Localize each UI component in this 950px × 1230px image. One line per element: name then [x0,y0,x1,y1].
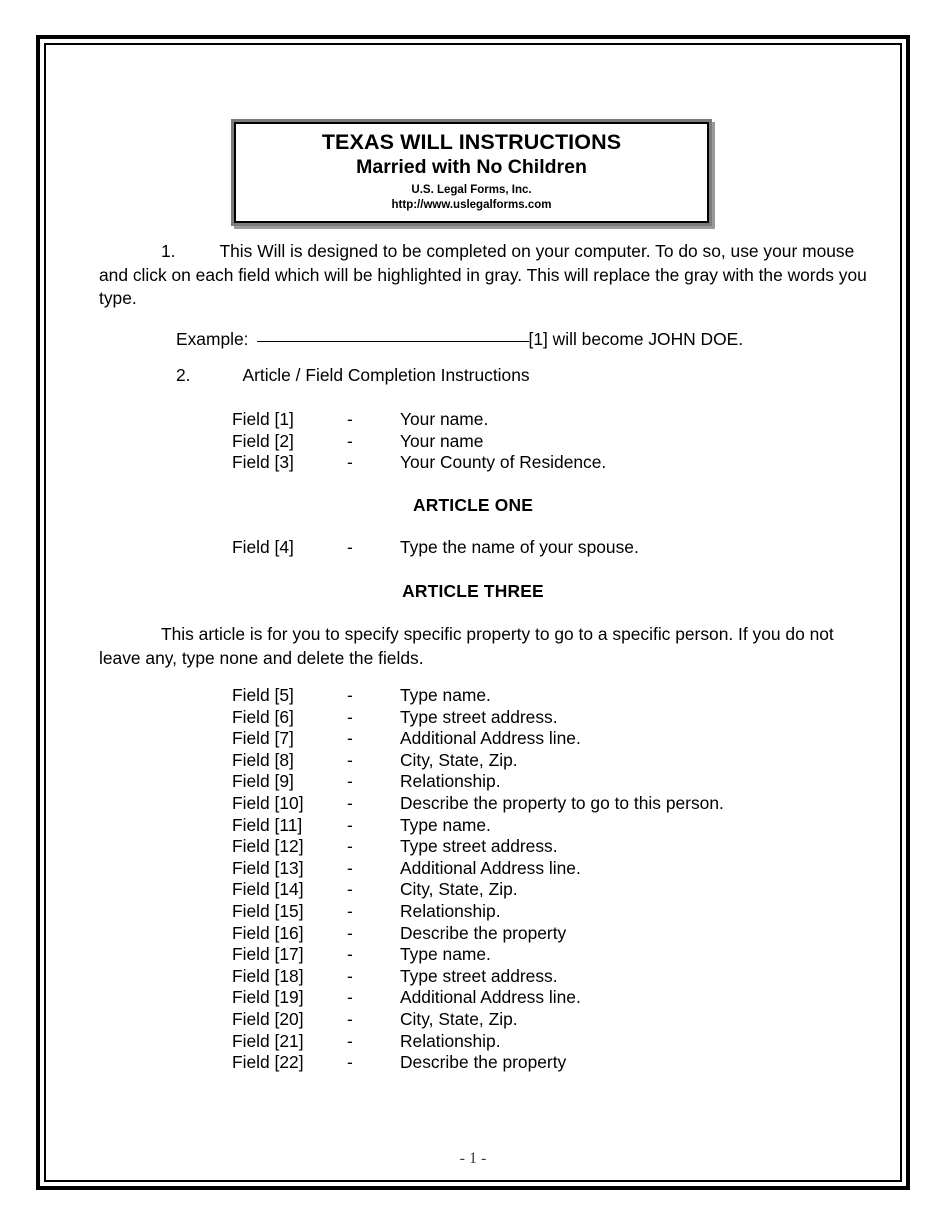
field-label: Field [6] [232,706,294,727]
field-dash: - [347,922,353,943]
article-three-heading: ARTICLE THREE [402,581,544,601]
instruction-paragraph-1 [99,240,869,311]
title-box-inner [234,122,709,223]
field-label: Field [2] [232,430,294,451]
field-description: Describe the property [400,922,567,943]
field-description: Additional Address line. [400,987,581,1008]
title-box-container [231,119,712,226]
table-row [232,815,724,837]
article-one-heading: ARTICLE ONE [412,495,534,515]
field-dash: - [347,857,353,878]
table-row [232,1052,724,1074]
example-line [176,328,743,352]
page-frame-inner-rule [44,43,902,1182]
example-label: Example: [176,329,249,349]
field-dash: - [347,792,353,813]
field-dash: - [347,749,353,770]
article-three-paragraph-text: This article is for you to specify specific property to go to a specific person. If you do not leave any, type none and delete the fields. [99,624,834,668]
field-description: Type street address. [400,836,558,857]
field-description: Type street address. [400,965,558,986]
field-dash: - [347,685,353,705]
article-three-paragraph [99,623,869,670]
page-frame [36,35,910,1190]
field-description: Describe the property [400,1052,567,1073]
field-row [232,409,606,431]
table-row [232,1009,724,1031]
field-label: Field [16] [232,922,304,943]
field-dash: - [347,537,353,557]
table-row [232,1031,724,1053]
field-row [232,452,606,474]
field-description: Relationship. [400,1030,501,1051]
title-box-outer [231,119,712,226]
table-row [232,836,724,858]
field-dash: - [347,900,353,921]
item-2-text: Article / Field Completion Instructions [242,365,530,385]
field-label: Field [12] [232,836,304,857]
field-label: Field [14] [232,879,304,900]
table-row [232,987,724,1009]
page-number-footer: - 1 - [459,1150,487,1167]
example-blank-rule [257,341,529,342]
field-label: Field [11] [232,814,303,835]
field-list-article-one [232,537,639,559]
table-row [232,707,724,729]
example-suffix: [1] will become JOHN DOE. [528,329,744,349]
field-dash: - [347,430,353,451]
table-row [232,923,724,945]
field-dash: - [347,1052,353,1073]
field-description: Type name. [400,814,491,835]
paragraph-1-number: 1. [161,241,176,261]
field-description: Describe the property to go to this person. [400,792,724,813]
document-content [46,45,900,1180]
field-description: Type street address. [400,706,558,727]
table-row [232,685,724,707]
publisher-name: U.S. Legal Forms, Inc. [411,183,532,196]
field-description: Additional Address line. [400,728,581,749]
table-row [232,901,724,923]
field-description: Relationship. [400,900,501,921]
field-description: City, State, Zip. [400,1008,518,1029]
field-label: Field [1] [232,409,294,429]
field-label: Field [3] [232,452,294,473]
field-label: Field [9] [232,771,294,792]
field-label: Field [13] [232,857,304,878]
field-dash: - [347,944,353,965]
field-dash: - [347,706,353,727]
field-label: Field [20] [232,1008,304,1029]
publisher-url: http://www.uslegalforms.com [391,198,552,211]
field-dash: - [347,965,353,986]
table-row [232,771,724,793]
field-dash: - [347,814,353,835]
field-dash: - [347,879,353,900]
field-description: Type name. [400,944,491,965]
field-description: City, State, Zip. [400,879,518,900]
item-2-number: 2. [176,365,191,385]
field-label: Field [21] [232,1030,304,1051]
field-dash: - [347,836,353,857]
field-dash: - [347,452,353,473]
field-description: City, State, Zip. [400,749,518,770]
table-row [232,858,724,880]
field-label: Field [10] [232,792,304,813]
field-label: Field [22] [232,1052,304,1073]
field-list-article-one-body [232,537,639,559]
paragraph-1-text: This Will is designed to be completed on your computer. To do so, use your mouse and click on each field which will be highlighted in gray. This will replace the gray with the words you type. [99,241,867,308]
field-dash: - [347,728,353,749]
table-row [232,728,724,750]
field-dash: - [347,1030,353,1051]
field-row [232,431,606,453]
table-row [232,944,724,966]
field-description: Your County of Residence. [400,452,607,473]
field-list-article-three-body [232,685,724,1074]
document-subtitle: Married with No Children [356,156,587,179]
field-row [232,537,639,559]
field-list-article-three [232,685,724,1074]
document-title: TEXAS WILL INSTRUCTIONS [321,130,622,154]
field-description: Type name. [400,685,491,705]
field-label: Field [8] [232,749,294,770]
table-row [232,879,724,901]
field-list-general-body [232,409,606,474]
field-label: Field [18] [232,965,304,986]
field-label: Field [4] [232,537,294,557]
field-description: Type the name of your spouse. [400,537,639,557]
field-dash: - [347,409,353,429]
field-label: Field [15] [232,900,304,921]
field-label: Field [7] [232,728,294,749]
table-row [232,793,724,815]
field-label: Field [19] [232,987,304,1008]
table-row [232,750,724,772]
field-label: Field [5] [232,685,294,705]
field-description: Relationship. [400,771,501,792]
field-list-general [232,409,606,474]
field-description: Additional Address line. [400,857,581,878]
field-dash: - [347,1008,353,1029]
field-dash: - [347,771,353,792]
field-dash: - [347,987,353,1008]
field-description: Your name [400,430,484,451]
field-description: Your name. [400,409,489,429]
table-row [232,966,724,988]
instruction-item-2 [176,364,530,388]
field-label: Field [17] [232,944,304,965]
